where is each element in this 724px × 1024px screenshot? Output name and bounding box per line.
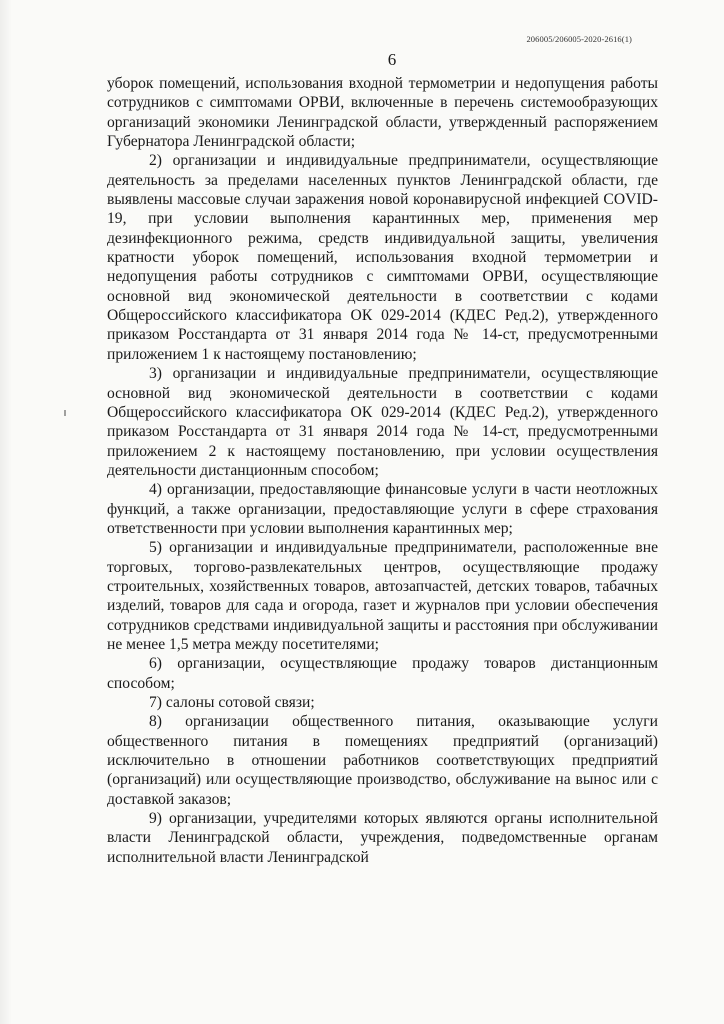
paragraph-item-6: 6) организации, осуществляющие продажу товаров дистанционным способом; [107,655,658,692]
paragraph-item-2: 2) организации и индивидуальные предприниматели, осуществляющие деятельность за пределами населенных пунктов Ленинградской области, где выявлены массовые случаи заражения новой коронавирусной инфекцией COVID-19, при условии выполнения карантинных мер, применения мер дезинфекционного режима, средств индивидуальной защиты, увеличения кратности уборок помещений, использования входной термометрии и недопущения работы сотрудников с симптомами ОРВИ, осуществляющие основной вид экономической деятельности в соответствии с кодами Общероссийского классификатора ОК 029-2014 (КДЕС Ред.2), утвержденного приказом Росстандарта от 31 января 2014 года № 14-ст, предусмотренными приложением 1 к настоящему постановлению; [107,152,658,363]
paragraph-item-7: 7) салоны сотовой связи; [149,694,315,711]
paragraph-item-9: 9) организации, учредителями которых являются органы исполнительной власти Ленинградской области, учреждения, подведомственные органам исполнительной власти Ленинградской [107,810,658,866]
paragraph-item-4: 4) организации, предоставляющие финансовые услуги в части неотложных функций, а также организации, предоставляющие услуги в сфере страхования ответственности при условии выполнения карантинных мер; [107,481,658,537]
scan-edge-shadow [0,0,12,1024]
scan-speck [64,410,66,416]
paragraph-item-5: 5) организации и индивидуальные предприниматели, расположенные вне торговых, торгово-развлекательных центров, осуществляющие продажу строительных, хозяйственных товаров, автозапчастей, детских товаров, табачных изделий, товаров для сада и огорода, газет и журналов при условии обеспечения сотрудников средствами индивидуальной защиты и расстояния при обслуживании не менее 1,5 метра между посетителями; [107,539,658,653]
paragraph-item-3: 3) организации и индивидуальные предприниматели, осуществляющие основной вид экономической деятельности в соответствии с кодами Общероссийского классификатора ОК 029-2014 (КДЕС Ред.2), утвержденного приказом Росстандарта от 31 января 2014 года № 14-ст, предусмотренными приложением 2 к настоящему постановлению, при условии осуществления деятельности дистанционным способом; [107,365,658,479]
body-text [107,74,658,867]
paragraph-item-8: 8) организации общественного питания, оказывающие услуги общественного питания в помещениях предприятий (организаций) исключительно в отношении работников соответствующих предприятий (организаций) или осуществляющие производство, обслуживание на вынос или с доставкой заказов; [107,713,658,808]
paragraph: уборок помещений, использования входной термометрии и недопущения работы сотрудников с симптомами ОРВИ, включенные в перечень системообразующих организаций экономики Ленинградской области, утвержденный распоряжением Губернатора Ленинградской области; [107,75,658,151]
document-code: 206005/206005-2020-2616(1) [526,34,632,44]
page-number: 6 [387,50,397,69]
